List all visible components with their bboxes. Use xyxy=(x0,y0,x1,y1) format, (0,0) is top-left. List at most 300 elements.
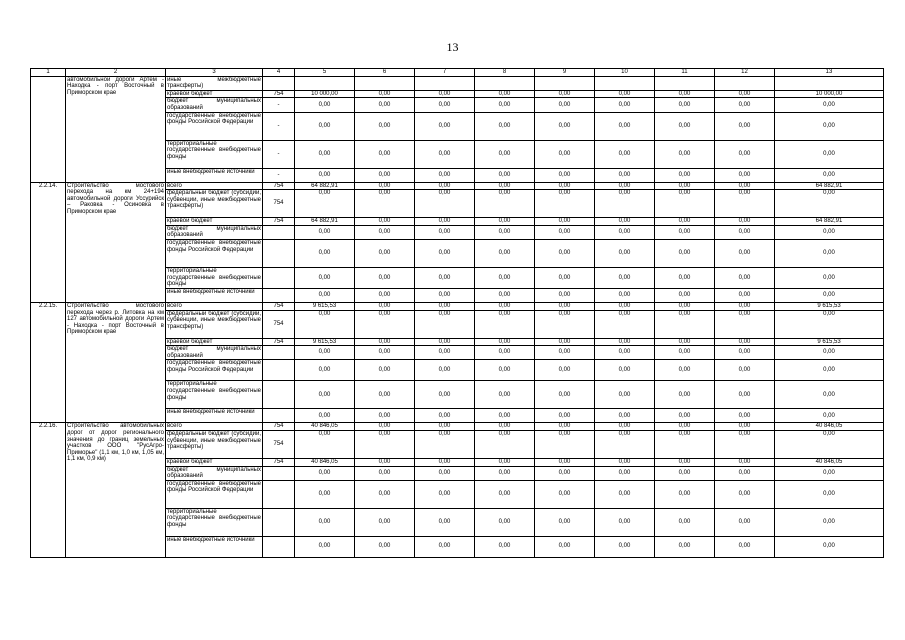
amount-cell: 0,00 xyxy=(415,182,475,190)
amount-cell: 0,00 xyxy=(475,409,535,423)
amount-cell: 0,00 xyxy=(655,168,715,182)
amount-cell: 0,00 xyxy=(595,112,655,140)
amount-cell: 0,00 xyxy=(355,346,415,360)
amount-cell: 0,00 xyxy=(655,98,715,112)
amount-cell: 0,00 xyxy=(295,168,355,182)
funding-source: бюджет муниципальных образований xyxy=(167,466,261,480)
column-number: 4 xyxy=(263,69,295,77)
amount-cell: 0,00 xyxy=(295,346,355,360)
amount-cell: 0,00 xyxy=(775,310,884,338)
amount-cell: 0,00 xyxy=(355,409,415,423)
item-code: 2.2.16. xyxy=(31,423,66,557)
amount-cell: 0,00 xyxy=(595,310,655,338)
column-number: 11 xyxy=(655,69,715,77)
amount-cell: 0,00 xyxy=(535,267,595,288)
amount-cell: 0,00 xyxy=(355,381,415,409)
amount-cell: 0,00 xyxy=(595,98,655,112)
amount-cell: 0,00 xyxy=(415,480,475,508)
amount-cell: 0,00 xyxy=(415,98,475,112)
funding-source: краевой бюджет xyxy=(166,338,263,346)
amount-cell: 0,00 xyxy=(475,466,535,480)
amount-cell: 0,00 xyxy=(475,190,535,218)
amount-cell: 0,00 xyxy=(655,346,715,360)
funding-source: краевой бюджет xyxy=(166,218,263,226)
amount-cell: 0,00 xyxy=(415,288,475,302)
amount-cell: 0,00 xyxy=(715,346,775,360)
funding-source: иные внебюджетные источники xyxy=(166,168,263,182)
amount-cell: 0,00 xyxy=(775,267,884,288)
funding-source: государственные внебюджетные фонды Российской Федерации xyxy=(166,360,263,381)
object-name: Строительство автомобильных дорог от дорог регионального значения до границ земельных участков ООО "РусАгро-Приморье" (1,1 км, 1,0 км, 1,05 км, 1,1 км, 0,9 км) xyxy=(66,423,166,557)
amount-cell: 0,00 xyxy=(655,423,715,431)
amount-cell: 0,00 xyxy=(655,338,715,346)
amount-cell: 0,00 xyxy=(595,302,655,310)
amount-cell: 0,00 xyxy=(655,360,715,381)
amount-cell: 0,00 xyxy=(715,466,775,480)
amount-cell: 0,00 xyxy=(715,423,775,431)
amount-cell: 0,00 xyxy=(475,225,535,239)
grbs-code: 754 xyxy=(263,430,295,458)
amount-cell: 0,00 xyxy=(535,458,595,466)
amount-cell: 0,00 xyxy=(595,346,655,360)
amount-cell: 0,00 xyxy=(415,218,475,226)
funding-source: краевой бюджет xyxy=(166,458,263,466)
grbs-code xyxy=(263,225,295,239)
amount-cell: 0,00 xyxy=(655,267,715,288)
amount-cell: 0,00 xyxy=(415,346,475,360)
amount-cell: 0,00 xyxy=(655,190,715,218)
amount-cell: 0,00 xyxy=(775,536,884,557)
amount-cell: 0,00 xyxy=(415,409,475,423)
amount-cell: 0,00 xyxy=(535,338,595,346)
amount-cell: 0,00 xyxy=(355,168,415,182)
amount-cell: 0,00 xyxy=(355,423,415,431)
grbs-code xyxy=(263,508,295,536)
amount-cell: 10 000,00 xyxy=(775,90,884,98)
amount-cell: 0,00 xyxy=(415,338,475,346)
column-number: 12 xyxy=(715,69,775,77)
amount-cell: 0,00 xyxy=(535,302,595,310)
amount-cell: 64 882,91 xyxy=(295,218,355,226)
grbs-code xyxy=(263,536,295,557)
amount-cell: 0,00 xyxy=(475,112,535,140)
amount-cell: 0,00 xyxy=(355,536,415,557)
column-number: 6 xyxy=(355,69,415,77)
funding-source: государственные внебюджетные фонды Российской Федерации xyxy=(166,112,263,140)
item-code: 2.2.14. xyxy=(31,182,66,302)
amount-cell: 0,00 xyxy=(415,536,475,557)
amount-cell: 0,00 xyxy=(715,458,775,466)
object-name: Строительство мостового перехода через р. Литовка на км 127 автомобильной дороги Артем - Находка - порт Восточный в Приморском крае xyxy=(66,302,166,422)
amount-cell: 0,00 xyxy=(595,239,655,267)
amount-cell: 0,00 xyxy=(295,409,355,423)
amount-cell: 0,00 xyxy=(535,466,595,480)
amount-cell: 0,00 xyxy=(655,288,715,302)
amount-cell: 0,00 xyxy=(535,480,595,508)
amount-cell: 0,00 xyxy=(415,225,475,239)
amount-cell: 0,00 xyxy=(355,140,415,168)
amount-cell: 0,00 xyxy=(655,302,715,310)
amount-cell: 0,00 xyxy=(655,381,715,409)
amount-cell: 0,00 xyxy=(715,182,775,190)
amount-cell: 0,00 xyxy=(715,508,775,536)
grbs-code xyxy=(263,76,295,90)
amount-cell: 0,00 xyxy=(655,182,715,190)
funding-source: федеральный бюджет (субсидии, субвенции, иные межбюджетные трансферты) xyxy=(166,190,263,218)
amount-cell: 0,00 xyxy=(595,190,655,218)
amount-cell: 0,00 xyxy=(715,480,775,508)
funding-source: территориальные государственные внебюджетные фонды xyxy=(166,508,263,536)
amount-cell: 0,00 xyxy=(595,480,655,508)
amount-cell: 0,00 xyxy=(355,466,415,480)
grbs-code xyxy=(263,480,295,508)
amount-cell: 0,00 xyxy=(295,140,355,168)
funding-source: иные внебюджетные источники xyxy=(166,536,263,557)
funding-source: бюджет муниципальных образований xyxy=(167,225,261,239)
amount-cell: 0,00 xyxy=(715,98,775,112)
amount-cell: 0,00 xyxy=(475,302,535,310)
amount-cell: 0,00 xyxy=(295,536,355,557)
grbs-code: - xyxy=(263,140,295,168)
funding-source: иные внебюджетные источники xyxy=(166,409,263,423)
amount-cell: 0,00 xyxy=(295,430,355,458)
grbs-code xyxy=(263,360,295,381)
amount-cell: 0,00 xyxy=(595,90,655,98)
amount-cell: 0,00 xyxy=(415,310,475,338)
amount-cell: 0,00 xyxy=(415,190,475,218)
amount-cell: 0,00 xyxy=(595,423,655,431)
amount-cell: 0,00 xyxy=(655,480,715,508)
grbs-code: 754 xyxy=(263,190,295,218)
amount-cell: 0,00 xyxy=(475,423,535,431)
amount-cell: 0,00 xyxy=(535,218,595,226)
amount-cell: 0,00 xyxy=(415,360,475,381)
funding-source: территориальные государственные внебюджетные фонды xyxy=(166,140,263,168)
amount-cell: 0,00 xyxy=(535,346,595,360)
amount-cell: 0,00 xyxy=(775,112,884,140)
amount-cell: 0,00 xyxy=(475,168,535,182)
grbs-code: 754 xyxy=(263,218,295,226)
amount-cell: 0,00 xyxy=(475,508,535,536)
amount-cell: 0,00 xyxy=(475,536,535,557)
grbs-code xyxy=(263,466,295,480)
page-number: 13 xyxy=(446,40,459,54)
amount-cell xyxy=(715,76,775,90)
amount-cell xyxy=(415,76,475,90)
amount-cell: 0,00 xyxy=(715,536,775,557)
amount-cell: 0,00 xyxy=(415,423,475,431)
amount-cell: 0,00 xyxy=(415,381,475,409)
amount-cell: 0,00 xyxy=(655,458,715,466)
amount-cell: 0,00 xyxy=(295,239,355,267)
amount-cell: 0,00 xyxy=(415,302,475,310)
amount-cell: 0,00 xyxy=(355,288,415,302)
amount-cell: 0,00 xyxy=(535,310,595,338)
funding-source: территориальные государственные внебюджетные фонды xyxy=(167,267,261,288)
object-name: автомобильной дороги Артем - Находка - порт Восточный в Приморском крае xyxy=(66,76,166,182)
amount-cell: 0,00 xyxy=(595,168,655,182)
amount-cell: 0,00 xyxy=(655,140,715,168)
amount-cell: 0,00 xyxy=(775,430,884,458)
amount-cell: 0,00 xyxy=(655,409,715,423)
amount-cell: 0,00 xyxy=(535,90,595,98)
amount-cell: 0,00 xyxy=(415,140,475,168)
amount-cell: 0,00 xyxy=(295,381,355,409)
amount-cell: 0,00 xyxy=(355,302,415,310)
amount-cell: 0,00 xyxy=(535,98,595,112)
amount-cell: 0,00 xyxy=(475,218,535,226)
funding-source: иные межбюджетные трансферты) xyxy=(167,76,261,90)
amount-cell: 0,00 xyxy=(415,466,475,480)
amount-cell: 0,00 xyxy=(775,140,884,168)
amount-cell: 0,00 xyxy=(775,508,884,536)
amount-cell: 0,00 xyxy=(775,409,884,423)
grbs-code xyxy=(263,346,295,360)
column-number: 5 xyxy=(295,69,355,77)
amount-cell: 0,00 xyxy=(475,346,535,360)
amount-cell: 0,00 xyxy=(715,338,775,346)
column-number: 2 xyxy=(66,69,166,77)
amount-cell: 0,00 xyxy=(415,239,475,267)
grbs-code: - xyxy=(263,168,295,182)
amount-cell: 0,00 xyxy=(715,381,775,409)
funding-source: федеральный бюджет (субсидии, субвенции, иные межбюджетные трансферты) xyxy=(166,430,263,458)
funding-source: территориальные государственные внебюджетные фонды xyxy=(166,381,263,409)
column-number-row xyxy=(31,69,884,77)
amount-cell: 64 882,91 xyxy=(295,182,355,190)
amount-cell: 0,00 xyxy=(535,430,595,458)
amount-cell: 0,00 xyxy=(535,381,595,409)
amount-cell: 0,00 xyxy=(355,239,415,267)
amount-cell: 0,00 xyxy=(715,140,775,168)
amount-cell: 0,00 xyxy=(775,480,884,508)
amount-cell: 0,00 xyxy=(295,360,355,381)
amount-cell: 0,00 xyxy=(655,218,715,226)
amount-cell xyxy=(595,76,655,90)
amount-cell: 64 882,91 xyxy=(775,218,884,226)
amount-cell: 40 846,05 xyxy=(775,458,884,466)
object-name: Строительство мостового перехода на км 24+194 автомобильной дороги Уссурийск – Раковка - Осиновка в Приморском крае xyxy=(66,182,166,302)
item-code: 2.2.15. xyxy=(31,302,66,422)
amount-cell: 0,00 xyxy=(475,480,535,508)
amount-cell: 0,00 xyxy=(475,338,535,346)
table-row xyxy=(31,182,884,190)
amount-cell: 0,00 xyxy=(715,190,775,218)
amount-cell: 0,00 xyxy=(295,112,355,140)
amount-cell: 0,00 xyxy=(595,466,655,480)
grbs-code: - xyxy=(263,112,295,140)
column-number: 8 xyxy=(475,69,535,77)
amount-cell: 0,00 xyxy=(355,430,415,458)
amount-cell: 0,00 xyxy=(775,466,884,480)
amount-cell: 0,00 xyxy=(595,140,655,168)
amount-cell: 0,00 xyxy=(655,310,715,338)
amount-cell: 0,00 xyxy=(475,182,535,190)
amount-cell: 40 846,05 xyxy=(775,423,884,431)
amount-cell: 0,00 xyxy=(355,267,415,288)
amount-cell: 0,00 xyxy=(535,112,595,140)
funding-source: всего xyxy=(166,302,263,310)
table-row xyxy=(31,423,884,431)
amount-cell: 0,00 xyxy=(715,225,775,239)
amount-cell: 0,00 xyxy=(715,112,775,140)
amount-cell: 64 882,91 xyxy=(775,182,884,190)
amount-cell: 0,00 xyxy=(415,168,475,182)
amount-cell: 0,00 xyxy=(715,409,775,423)
item-code xyxy=(31,76,66,182)
amount-cell: 9 615,53 xyxy=(775,338,884,346)
amount-cell: 0,00 xyxy=(475,140,535,168)
amount-cell: 0,00 xyxy=(475,267,535,288)
amount-cell: 0,00 xyxy=(295,508,355,536)
amount-cell xyxy=(295,76,355,90)
amount-cell: 0,00 xyxy=(535,168,595,182)
amount-cell xyxy=(655,76,715,90)
amount-cell: 0,00 xyxy=(535,536,595,557)
grbs-code xyxy=(263,288,295,302)
amount-cell: 0,00 xyxy=(655,90,715,98)
amount-cell: 0,00 xyxy=(595,508,655,536)
funding-source: бюджет муниципальных образований xyxy=(167,98,261,111)
funding-source: государственные внебюджетные фонды Российской Федерации xyxy=(166,480,263,508)
amount-cell: 0,00 xyxy=(715,267,775,288)
amount-cell: 0,00 xyxy=(415,508,475,536)
amount-cell xyxy=(355,76,415,90)
amount-cell: 0,00 xyxy=(775,190,884,218)
funding-source: всего xyxy=(166,182,263,190)
amount-cell: 0,00 xyxy=(775,98,884,112)
amount-cell: 0,00 xyxy=(535,182,595,190)
amount-cell: 0,00 xyxy=(715,90,775,98)
amount-cell: 0,00 xyxy=(595,381,655,409)
amount-cell: 0,00 xyxy=(655,225,715,239)
grbs-code: 754 xyxy=(263,423,295,431)
funding-source: федеральный бюджет (субсидии, субвенции, иные межбюджетные трансферты) xyxy=(166,310,263,338)
amount-cell: 0,00 xyxy=(295,288,355,302)
amount-cell: 0,00 xyxy=(535,409,595,423)
amount-cell: 0,00 xyxy=(595,409,655,423)
amount-cell: 40 846,05 xyxy=(295,423,355,431)
amount-cell: 0,00 xyxy=(295,267,355,288)
amount-cell: 0,00 xyxy=(595,430,655,458)
budget-table xyxy=(30,68,884,558)
amount-cell: 9 615,53 xyxy=(295,338,355,346)
column-number: 1 xyxy=(31,69,66,77)
amount-cell: 0,00 xyxy=(655,466,715,480)
grbs-code xyxy=(263,267,295,288)
amount-cell: 0,00 xyxy=(295,480,355,508)
amount-cell: 0,00 xyxy=(775,168,884,182)
amount-cell: 0,00 xyxy=(535,225,595,239)
amount-cell: 0,00 xyxy=(475,458,535,466)
amount-cell: 0,00 xyxy=(475,90,535,98)
amount-cell: 0,00 xyxy=(355,508,415,536)
amount-cell: 0,00 xyxy=(775,288,884,302)
funding-source: бюджет муниципальных образований xyxy=(167,346,261,359)
amount-cell: 0,00 xyxy=(355,98,415,112)
amount-cell: 0,00 xyxy=(475,310,535,338)
amount-cell: 0,00 xyxy=(415,90,475,98)
funding-source: всего xyxy=(166,423,263,431)
amount-cell: 0,00 xyxy=(295,225,355,239)
amount-cell: 0,00 xyxy=(775,360,884,381)
amount-cell: 0,00 xyxy=(595,267,655,288)
column-number: 7 xyxy=(415,69,475,77)
amount-cell: 0,00 xyxy=(355,218,415,226)
amount-cell: 0,00 xyxy=(355,360,415,381)
funding-source: государственные внебюджетные фонды Российской Федерации xyxy=(166,239,263,267)
amount-cell: 0,00 xyxy=(475,239,535,267)
amount-cell: 0,00 xyxy=(535,190,595,218)
grbs-code: 754 xyxy=(263,90,295,98)
grbs-code: 754 xyxy=(263,338,295,346)
amount-cell: 0,00 xyxy=(775,381,884,409)
amount-cell: 0,00 xyxy=(475,288,535,302)
amount-cell: 0,00 xyxy=(715,310,775,338)
amount-cell: 0,00 xyxy=(595,218,655,226)
amount-cell: 0,00 xyxy=(295,466,355,480)
amount-cell: 0,00 xyxy=(535,423,595,431)
amount-cell: 0,00 xyxy=(415,112,475,140)
amount-cell: 0,00 xyxy=(655,112,715,140)
amount-cell: 0,00 xyxy=(715,218,775,226)
grbs-code xyxy=(263,409,295,423)
amount-cell: 0,00 xyxy=(595,182,655,190)
amount-cell: 0,00 xyxy=(595,536,655,557)
amount-cell: 0,00 xyxy=(535,508,595,536)
column-number: 3 xyxy=(166,69,263,77)
amount-cell: 0,00 xyxy=(595,288,655,302)
amount-cell: 0,00 xyxy=(715,288,775,302)
amount-cell: 0,00 xyxy=(655,239,715,267)
column-number: 9 xyxy=(535,69,595,77)
amount-cell xyxy=(475,76,535,90)
amount-cell: 0,00 xyxy=(715,430,775,458)
amount-cell: 0,00 xyxy=(595,360,655,381)
amount-cell: 0,00 xyxy=(355,182,415,190)
amount-cell: 0,00 xyxy=(355,458,415,466)
amount-cell: 0,00 xyxy=(595,338,655,346)
amount-cell: 0,00 xyxy=(655,536,715,557)
column-number: 13 xyxy=(775,69,884,77)
amount-cell: 0,00 xyxy=(715,168,775,182)
amount-cell: 0,00 xyxy=(535,360,595,381)
amount-cell: 0,00 xyxy=(355,480,415,508)
amount-cell: 0,00 xyxy=(715,360,775,381)
table-row xyxy=(31,76,884,90)
amount-cell: 0,00 xyxy=(355,225,415,239)
grbs-code: 754 xyxy=(263,182,295,190)
amount-cell: 0,00 xyxy=(355,190,415,218)
grbs-code: 754 xyxy=(263,310,295,338)
amount-cell: 0,00 xyxy=(355,90,415,98)
grbs-code xyxy=(263,381,295,409)
grbs-code xyxy=(263,239,295,267)
amount-cell: 0,00 xyxy=(655,508,715,536)
amount-cell: 0,00 xyxy=(295,190,355,218)
amount-cell: 0,00 xyxy=(595,458,655,466)
amount-cell: 0,00 xyxy=(475,98,535,112)
amount-cell: 0,00 xyxy=(775,225,884,239)
amount-cell: 0,00 xyxy=(295,98,355,112)
amount-cell: 9 615,53 xyxy=(775,302,884,310)
amount-cell: 0,00 xyxy=(355,310,415,338)
column-number: 10 xyxy=(595,69,655,77)
funding-source: краевой бюджет xyxy=(166,90,263,98)
amount-cell: 9 615,53 xyxy=(295,302,355,310)
amount-cell: 0,00 xyxy=(355,112,415,140)
amount-cell: 0,00 xyxy=(415,267,475,288)
